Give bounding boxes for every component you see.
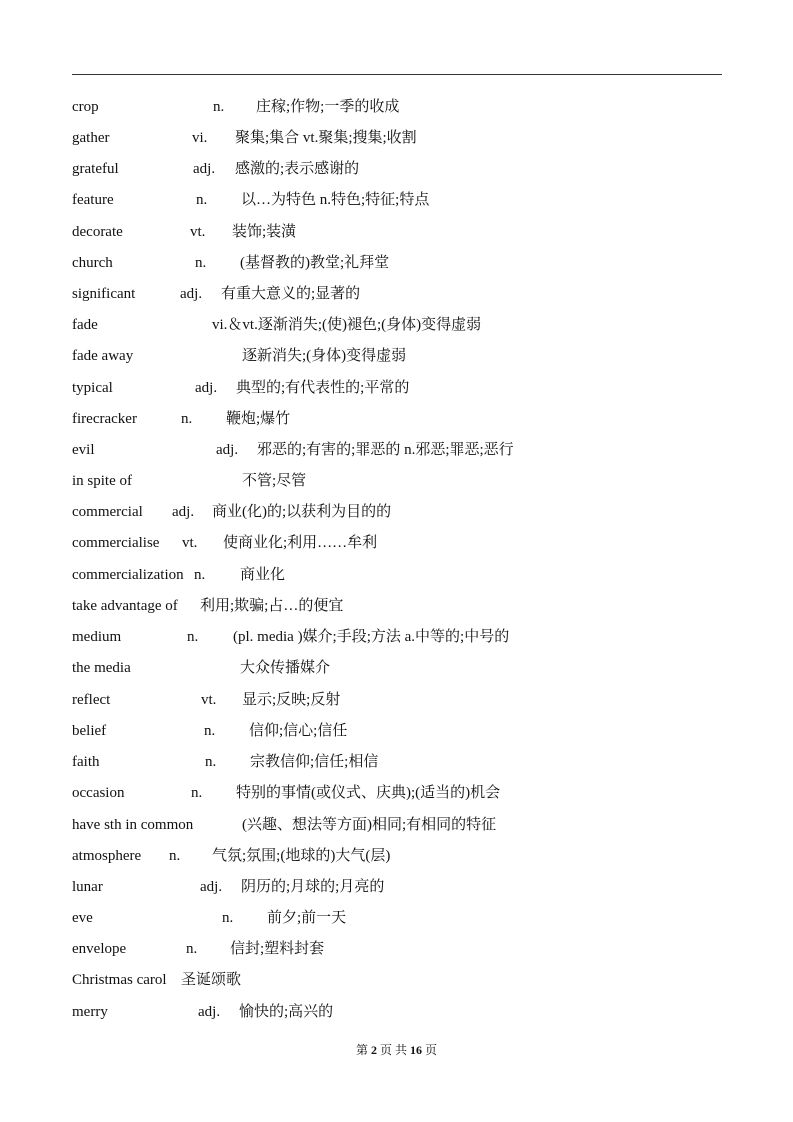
entry-word: lunar: [72, 879, 103, 895]
vocab-entry: [0, 938, 793, 960]
entry-definition: 愉快的;高兴的: [239, 1004, 334, 1020]
vocab-entry: [0, 657, 793, 679]
entry-word: take advantage of: [72, 598, 178, 614]
entry-part-of-speech: n.: [191, 785, 203, 801]
footer-suffix: 页: [425, 1043, 438, 1057]
entry-word: fade away: [72, 348, 134, 364]
entry-definition: 装饰;装潢: [232, 224, 297, 240]
entry-definition: 信仰;信心;信任: [249, 723, 348, 739]
entry-word: commercialise: [72, 535, 160, 551]
vocab-entry: [0, 626, 793, 648]
entry-word: church: [72, 255, 113, 271]
vocab-entry: [0, 189, 793, 211]
entry-definition: 典型的;有代表性的;平常的: [236, 380, 410, 396]
entry-word: gather: [72, 130, 110, 146]
entry-word: occasion: [72, 785, 125, 801]
entry-word: eve: [72, 910, 93, 926]
entry-definition: 信封;塑料封套: [230, 941, 325, 957]
entry-part-of-speech: adj.: [172, 504, 195, 520]
entry-part-of-speech: vi.: [192, 130, 208, 146]
entry-word: feature: [72, 192, 114, 208]
vocab-entry: [0, 470, 793, 492]
page-footer: [0, 1042, 793, 1058]
entry-word: fade: [72, 317, 98, 333]
entry-definition: 特别的事情(或仪式、庆典);(适当的)机会: [236, 785, 501, 801]
entry-definition: (兴趣、想法等方面)相同;有相同的特征: [242, 817, 497, 833]
entry-definition: 庄稼;作物;一季的收成: [256, 99, 400, 115]
entry-definition: 聚集;集合 vt.聚集;搜集;收割: [235, 130, 417, 146]
entry-part-of-speech: n.: [187, 629, 199, 645]
entry-definition: 利用;欺骗;占…的便宜: [200, 598, 344, 614]
entry-definition: 大众传播媒介: [240, 660, 331, 676]
entry-word: reflect: [72, 692, 111, 708]
entry-word: medium: [72, 629, 122, 645]
entry-definition: 感激的;表示感谢的: [235, 161, 360, 177]
entry-definition: 商业化: [240, 567, 286, 583]
vocab-entry: [0, 439, 793, 461]
entry-definition: 宗教信仰;信任;相信: [250, 754, 379, 770]
entry-word: in spite of: [72, 473, 132, 489]
vocab-entry: [0, 96, 793, 118]
entry-word: crop: [72, 99, 99, 115]
entry-word: significant: [72, 286, 136, 302]
entry-word: typical: [72, 380, 113, 396]
entry-word: Christmas carol: [72, 972, 167, 988]
entry-word: have sth in common: [72, 817, 194, 833]
vocab-entry: [0, 689, 793, 711]
vocab-entry: [0, 408, 793, 430]
vocab-entry: [0, 314, 793, 336]
footer-total-pages: 16: [410, 1043, 422, 1057]
entry-word: evil: [72, 442, 95, 458]
entry-definition: 商业(化)的;以获利为目的的: [212, 504, 392, 520]
entry-word: merry: [72, 1004, 108, 1020]
entry-word: commercialization: [72, 567, 184, 583]
entry-part-of-speech: n.: [222, 910, 234, 926]
vocab-entry: [0, 501, 793, 523]
entry-definition: 邪恶的;有害的;罪恶的 n.邪恶;罪恶;恶行: [257, 442, 514, 458]
entry-definition: 显示;反映;反射: [242, 692, 341, 708]
entry-definition: 气氛;氛围;(地球的)大气(层): [212, 848, 391, 864]
vocab-entry: [0, 845, 793, 867]
entry-part-of-speech: n.: [186, 941, 198, 957]
entry-part-of-speech: adj.: [198, 1004, 221, 1020]
entry-word: firecracker: [72, 411, 137, 427]
entry-part-of-speech: vt.: [182, 535, 198, 551]
entry-word: envelope: [72, 941, 127, 957]
entry-definition: 不管;尽管: [242, 473, 307, 489]
vocab-entry: [0, 907, 793, 929]
entry-word: atmosphere: [72, 848, 142, 864]
footer-page-number: 2: [370, 1043, 377, 1057]
entry-definition: 阴历的;月球的;月亮的: [241, 879, 385, 895]
entry-part-of-speech: n.: [194, 567, 206, 583]
vocab-entry: [0, 1001, 793, 1023]
entry-part-of-speech: adj.: [200, 879, 223, 895]
entry-part-of-speech: adj.: [195, 380, 218, 396]
entry-word: belief: [72, 723, 107, 739]
footer-middle: 页 共: [379, 1043, 407, 1057]
entry-definition: 圣诞颂歌: [181, 972, 242, 988]
vocab-entry: [0, 814, 793, 836]
entry-word: decorate: [72, 224, 123, 240]
entry-word: the media: [72, 660, 131, 676]
entry-definition: (基督教的)教堂;礼拜堂: [240, 255, 390, 271]
entry-part-of-speech: n.: [169, 848, 181, 864]
entry-definition: 使商业化;利用……牟利: [223, 535, 378, 551]
vocab-entry: [0, 969, 793, 991]
vocab-entry: [0, 221, 793, 243]
entry-definition: vi.＆vt.逐渐消失;(使)褪色;(身体)变得虚弱: [212, 317, 482, 333]
entry-part-of-speech: vt.: [201, 692, 217, 708]
entry-definition: 有重大意义的;显著的: [221, 286, 361, 302]
vocab-entry: [0, 283, 793, 305]
entry-word: faith: [72, 754, 100, 770]
vocab-entry: [0, 564, 793, 586]
vocab-entry: [0, 252, 793, 274]
footer-prefix: 第: [355, 1043, 368, 1057]
entry-definition: 前夕;前一天: [267, 910, 347, 926]
vocab-entry: [0, 345, 793, 367]
vocab-entry: [0, 751, 793, 773]
vocab-entry: [0, 876, 793, 898]
entry-part-of-speech: n.: [195, 255, 207, 271]
entry-part-of-speech: adj.: [193, 161, 216, 177]
entry-part-of-speech: n.: [205, 754, 217, 770]
entry-definition: 逐新消失;(身体)变得虚弱: [242, 348, 407, 364]
vocab-entry: [0, 377, 793, 399]
entry-part-of-speech: adj.: [180, 286, 203, 302]
entry-definition: 以…为特色 n.特色;特征;特点: [241, 192, 430, 208]
vocab-entry: [0, 782, 793, 804]
entry-word: grateful: [72, 161, 119, 177]
entry-part-of-speech: vt.: [190, 224, 206, 240]
vocab-entry: [0, 720, 793, 742]
entry-part-of-speech: n.: [196, 192, 208, 208]
vocab-entry: [0, 158, 793, 180]
vocab-entry: [0, 532, 793, 554]
entry-part-of-speech: n.: [213, 99, 225, 115]
entry-part-of-speech: n.: [204, 723, 216, 739]
vocab-entry: [0, 595, 793, 617]
vocab-entry: [0, 127, 793, 149]
entry-part-of-speech: n.: [181, 411, 193, 427]
entry-word: commercial: [72, 504, 143, 520]
entry-definition: (pl. media )媒介;手段;方法 a.中等的;中号的: [233, 629, 510, 645]
entry-part-of-speech: adj.: [216, 442, 239, 458]
entry-definition: 鞭炮;爆竹: [226, 411, 291, 427]
